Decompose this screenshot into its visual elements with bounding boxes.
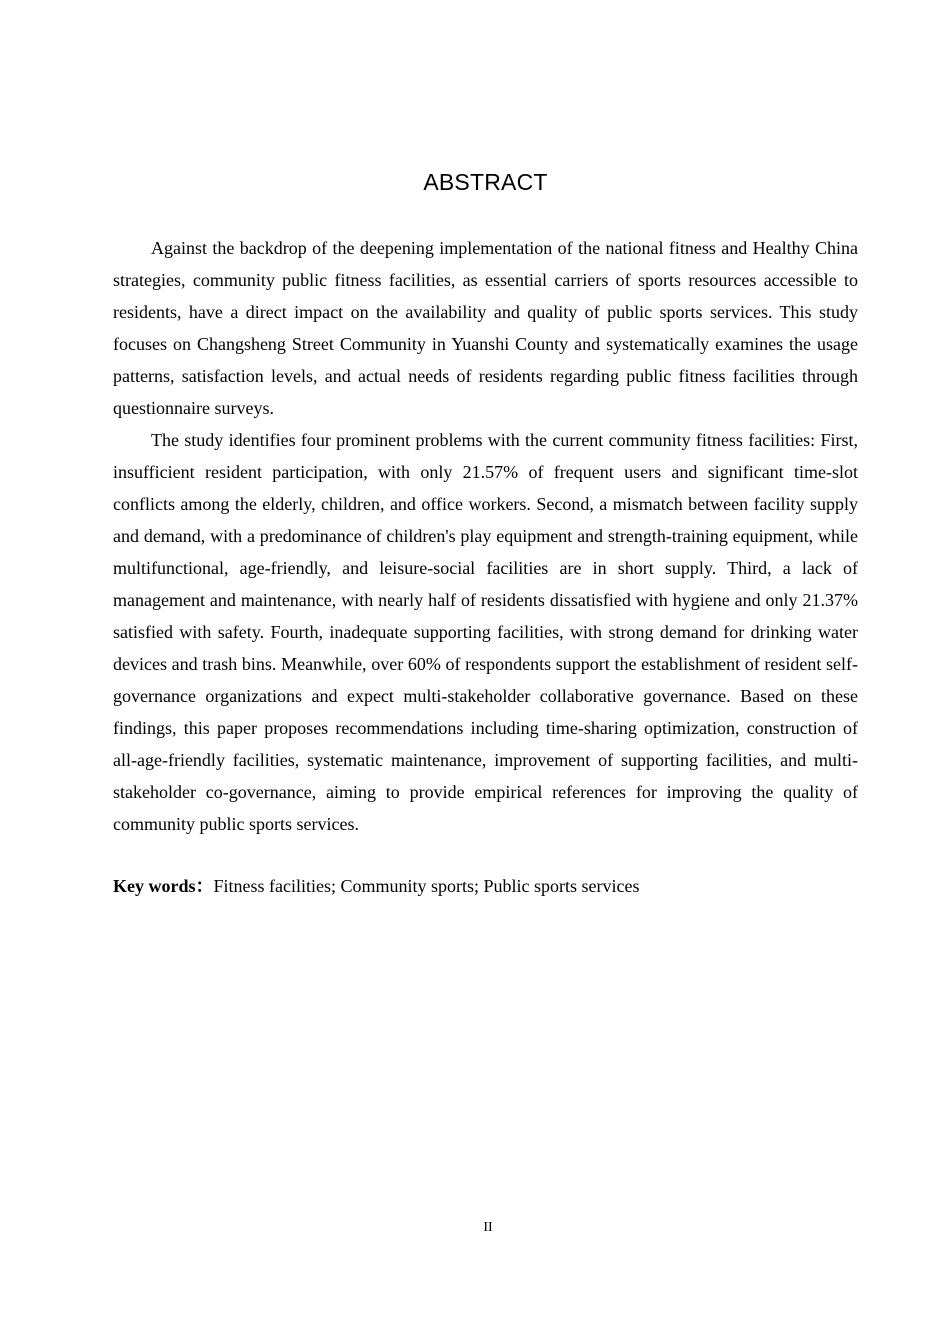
keywords-line [113,870,858,902]
abstract-body [113,232,858,840]
keywords-label: Key words： [113,876,214,896]
abstract-paragraph-2: The study identifies four prominent problems with the current community fitness facilities: First, insufficient resident participation, with only 21.57% of frequent users and significant time-slot conflicts among the elderly, children, and office workers. Second, a mismatch between facility supply and demand, with a predominance of children's play equipment and strength-training equipment, while multifunctional, age-friendly, and leisure-social facilities are in short supply. Third, a lack of management and maintenance, with nearly half of residents dissatisfied with hygiene and only 21.37% satisfied with safety. Fourth, inadequate supporting facilities, with strong demand for drinking water devices and trash bins. Meanwhile, over 60% of respondents support the establishment of resident self-governance organizations and expect multi-stakeholder collaborative governance. Based on these findings, this paper proposes recommendations including time-sharing optimization, construction of all-age-friendly facilities, systematic maintenance, improvement of supporting facilities, and multi-stakeholder co-governance, aiming to provide empirical references for improving the quality of community public sports services. [113,430,858,834]
keywords-value: Fitness facilities; Community sports; Public sports services [213,876,640,896]
page-number: II [483,1220,493,1235]
abstract-paragraph-1: Against the backdrop of the deepening implementation of the national fitness and Healthy China strategies, community public fitness facilities, as essential carriers of sports resources accessible to residents, have a direct impact on the availability and quality of public sports services. This study focuses on Changsheng Street Community in Yuanshi County and systematically examines the usage patterns, satisfaction levels, and actual needs of residents regarding public fitness facilities through questionnaire surveys. [113,238,858,418]
abstract-heading: ABSTRACT [423,169,548,195]
